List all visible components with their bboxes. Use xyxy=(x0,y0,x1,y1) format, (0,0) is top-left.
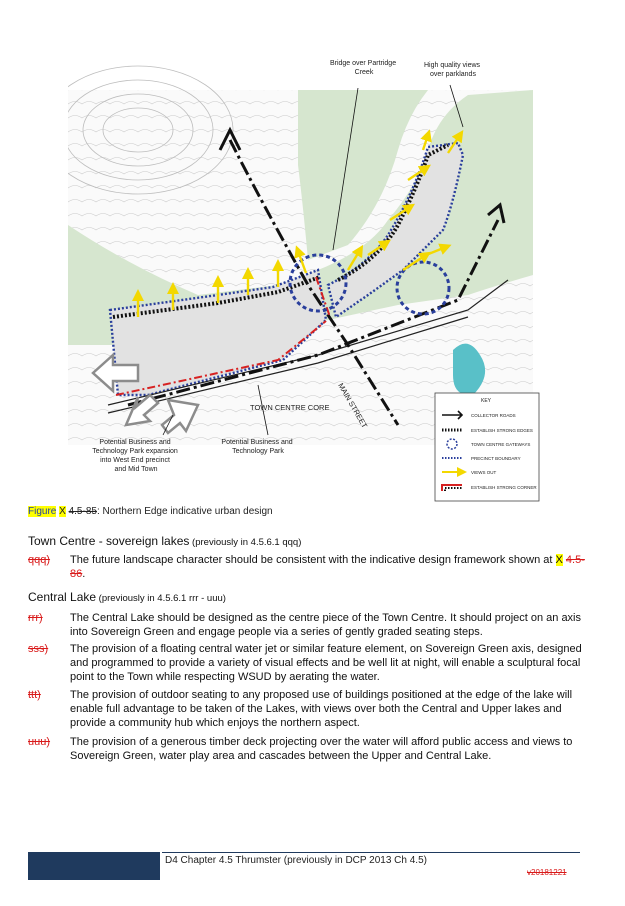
item-label: qqq) xyxy=(28,554,51,566)
list-item-rrr xyxy=(28,611,588,641)
item-label: sss) xyxy=(28,643,49,655)
footer-version: v20181221 xyxy=(527,868,567,877)
key-item-edges: ESTABLISH STRONG EDGES xyxy=(471,428,533,433)
caption-figure-x: X xyxy=(59,506,66,517)
map-key xyxy=(435,393,539,501)
label-bridge: Bridge over Partridge Creek xyxy=(329,60,397,76)
heading-note: (previously in 4.5.6.1 qqq) xyxy=(189,537,302,548)
label-business-park: Potential Business and Technology Park xyxy=(221,439,293,455)
footer-color-block xyxy=(28,852,160,880)
caption-figure-word: Figure xyxy=(28,506,57,517)
key-item-gateways: TOWN CENTRE GATEWAYS xyxy=(471,442,531,447)
caption-text: : Northern Edge indicative urban design xyxy=(96,506,273,517)
list-item-qqq xyxy=(28,553,588,583)
list-item-ttt xyxy=(28,688,588,732)
item-text-body: The future landscape character should be consistent with the indicative design framework shown at xyxy=(70,554,556,566)
item-label: uuu) xyxy=(28,736,51,748)
section-heading-central-lake xyxy=(28,590,226,604)
key-item-corner: ESTABLISH STRONG CORNER xyxy=(471,485,537,490)
item-text: The Central Lake should be designed as the centre piece of the Town Centre. It should project on an axis into Sovereign Green and engage people via a series of gently graded seating steps. xyxy=(70,612,582,638)
label-views: High quality views over parklands xyxy=(424,62,481,78)
heading-note: (previously in 4.5.6.1 rrr - uuu) xyxy=(96,593,226,604)
item-ref-old: 4.5-86 xyxy=(70,554,585,580)
key-item-boundary: PRECINCT BOUNDARY xyxy=(471,456,521,461)
item-text: The provision of a floating central water jet or similar feature element, on Sovereign Green axis, designed and programmed to provide a variety of visual effects and be well lit at night, will enable a sculptural focal point to the Town while respecting WSUD by aerating the water. xyxy=(70,643,582,683)
list-item-uuu xyxy=(28,735,588,765)
footer-rule xyxy=(162,852,580,853)
item-ref-x: X xyxy=(555,554,563,566)
item-text xyxy=(70,553,592,581)
item-text: The provision of outdoor seating to any proposed use of buildings positioned at the edge of the lake will enable full advantage to be taken of the Lakes, with views over both the Central and Upper lakes and provide a community hub which enjoys the northern aspect. xyxy=(70,689,573,729)
item-text: The provision of a generous timber deck projecting over the water will afford public access and views to Sovereign Green, water play area and cascades between the Upper and Central Lake. xyxy=(70,736,573,762)
key-item-views: VIEWS OUT xyxy=(471,470,497,475)
label-town-centre-core: TOWN CENTRE CORE xyxy=(250,403,330,412)
item-label: rrr) xyxy=(28,612,43,624)
footer-title: D4 Chapter 4.5 Thrumster (previously in DCP 2013 Ch 4.5) xyxy=(165,855,427,866)
section-heading-sovereign-lakes xyxy=(28,534,301,548)
heading-text: Town Centre - sovereign lakes xyxy=(28,534,190,548)
key-title: KEY xyxy=(481,398,492,404)
figure-caption xyxy=(28,506,273,517)
key-item-collector: COLLECTOR ROADS xyxy=(471,413,516,418)
item-label: ttt) xyxy=(28,689,41,701)
label-business-expansion: Potential Business and Technology Park expansion into West End precinct and Mid Town xyxy=(92,439,178,473)
label-main-street: MAIN STREET xyxy=(336,381,370,430)
heading-text: Central Lake xyxy=(28,590,97,604)
caption-old-number: 4.5-85 xyxy=(68,506,97,517)
list-item-sss xyxy=(28,642,588,686)
item-end: . xyxy=(82,568,86,580)
northern-edge-map xyxy=(68,55,548,515)
